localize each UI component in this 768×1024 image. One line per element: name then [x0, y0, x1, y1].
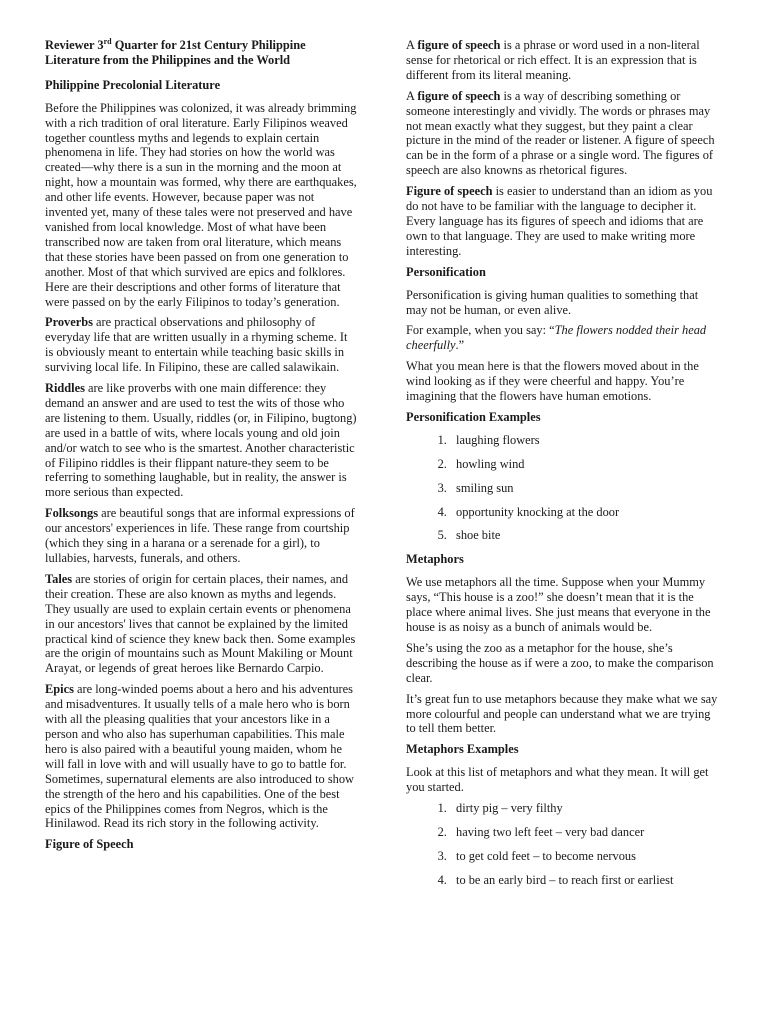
list-item: 4. to be an early bird – to reach first or earliest: [450, 873, 720, 888]
heading-metaphors: Metaphors: [406, 552, 464, 567]
metaphors-paragraph-1: We use metaphors all the time. Suppose when your Mummy says, “This house is a zoo!” she doesn’t mean that it is the place where animal lives. She just means that everyone in the house is as noisy as a bunch of animals would be.: [406, 575, 711, 634]
metaphors-examples-list: [406, 801, 720, 888]
heading-personification-examples: Personification Examples: [406, 409, 541, 424]
metaphors-paragraph-2: She’s using the zoo as a metaphor for the house, she’s describing the house as if were a zoo, to make the comparison clear.: [406, 640, 714, 685]
epics-paragraph: Epics are long-winded poems about a hero and his adventures and misadventures. It usually tells of a male hero who is born with all the pleasing qualities that your ancestors like in a person and who also has superhuman capabilities. This male hero is also paired with a beautiful young maiden, whom he will fall in love with and will usually have to go to battle for. Sometimes, supernatural elements are also introduced to show the strength of the hero and his capabilities. One of the best epics of the Philippines comes from Negros, which is the Hinilawod. Read its rich story in the following activity.: [45, 682, 354, 831]
figure-of-speech-def-3: Figure of speech is easier to understand than an idiom as you do not have to be familiar with the language to decipher it. Every language has its figures of speech and idioms that are own to that language. They are used to make writing more interesting.: [406, 184, 713, 258]
intro-paragraph: Before the Philippines was colonized, it was already brimming with a rich tradition of oral literature. Early Filipinos weaved together countless myths and legends to explain certain phenomena in life. They had stories on how the world was created—why there is a sun in the morning and the moon at night, how a mountain was formed, why there are earthquakes, and other life events. However, because paper was not invented yet, many of these tales were not preserved and have vanished from local knowledge. Most of what have been transcribed now are taken from oral literature, which means that these stories have been passed on from one generation to another. Most of that which survived are epics and folklores. Here are their descriptions and other forms of literature that were passed on by the early Filipinos to today’s generation.: [45, 100, 357, 309]
personification-definition: Personification is giving human qualities to something that may not be human, or even alive.: [406, 287, 699, 317]
riddles-paragraph: Riddles are like proverbs with one main difference: they demand an answer and are used to test the wits of those who are listening to them. Usually, riddles (or, in Filipino, bugtong) are used in a battle of wits, where locals young and old join and/or watch to see who is the smartest. Another characteristic of Filipino riddles is their flippant nature-they seem to be referring to something laughable, but in reality, the answer is more serious than expected.: [45, 381, 357, 500]
metaphors-paragraph-3: It’s great fun to use metaphors because they make what we say more colourful and people can understand what we are trying to tell them better.: [406, 691, 718, 736]
left-column: [45, 38, 357, 860]
metaphors-intro: Look at this list of metaphors and what they mean. It will get you started.: [406, 765, 709, 795]
list-item: 2. having two left feet – very bad dancer: [450, 825, 720, 840]
personification-meaning: What you mean here is that the flowers moved about in the wind looking as if they were cheerful and happy. You’re imagining that the flowers have human emotions.: [406, 359, 699, 404]
personification-example: For example, when you say: “The flowers nodded their head cheerfully.”: [406, 323, 707, 353]
heading-personification: Personification: [406, 264, 486, 279]
proverbs-paragraph: Proverbs are practical observations and philosophy of everyday life that are written usually in a rhyming scheme. It is obviously meant to entertain while teaching basic skills in surviving local life. In Filipino, these are called salawikain.: [45, 315, 348, 375]
list-item: 3. smiling sun: [450, 481, 720, 496]
heading-figure-of-speech: Figure of Speech: [45, 837, 134, 852]
list-item: 2. howling wind: [450, 457, 720, 472]
figure-of-speech-def-1: A figure of speech is a phrase or word used in a non-literal sense for rhetorical or rich effect. It is an expression that is different from its literal meaning.: [406, 38, 700, 82]
list-item: 5. shoe bite: [450, 528, 720, 543]
list-item: 4. opportunity knocking at the door: [450, 505, 720, 520]
personification-examples-list: [406, 433, 720, 544]
heading-precolonial: Philippine Precolonial Literature: [45, 77, 221, 92]
heading-metaphors-examples: Metaphors Examples: [406, 742, 519, 757]
figure-of-speech-def-2: A figure of speech is a way of describing something or someone interestingly and vividly. The words or phrases may not mean exactly what they suggest, but they paint a clear picture in the mind of the reader or listener. A figure of speech can be in the form of a phrase or a single word. The figures of speech are also knowns as rhetorical figures.: [406, 88, 715, 178]
right-column: [406, 38, 720, 897]
list-item: 1. dirty pig – very filthy: [450, 801, 720, 816]
list-item: 3. to get cold feet – to become nervous: [450, 849, 720, 864]
document-title: Reviewer 3rd Quarter for 21st Century Philippine Literature from the Philippines and the World: [45, 36, 306, 67]
folksongs-paragraph: Folksongs are beautiful songs that are informal expressions of our ancestors' experiences in life. These range from courtship (which they sing in a harana or a serenade for a girl), to lullabies, harvests, funerals, and others.: [45, 506, 355, 565]
tales-paragraph: Tales are stories of origin for certain places, their names, and their creation. These are also known as myths and legends. They usually are used to explain certain events or phenomena in our ancestors' lives that cannot be explained by the limited practical kind of science they knew back then. Some examples are the origin of mountains such as Mount Makiling or Mount Arayat, or legends of great heroes like Bernardo Carpio.: [45, 571, 356, 676]
list-item: 1. laughing flowers: [450, 433, 720, 448]
